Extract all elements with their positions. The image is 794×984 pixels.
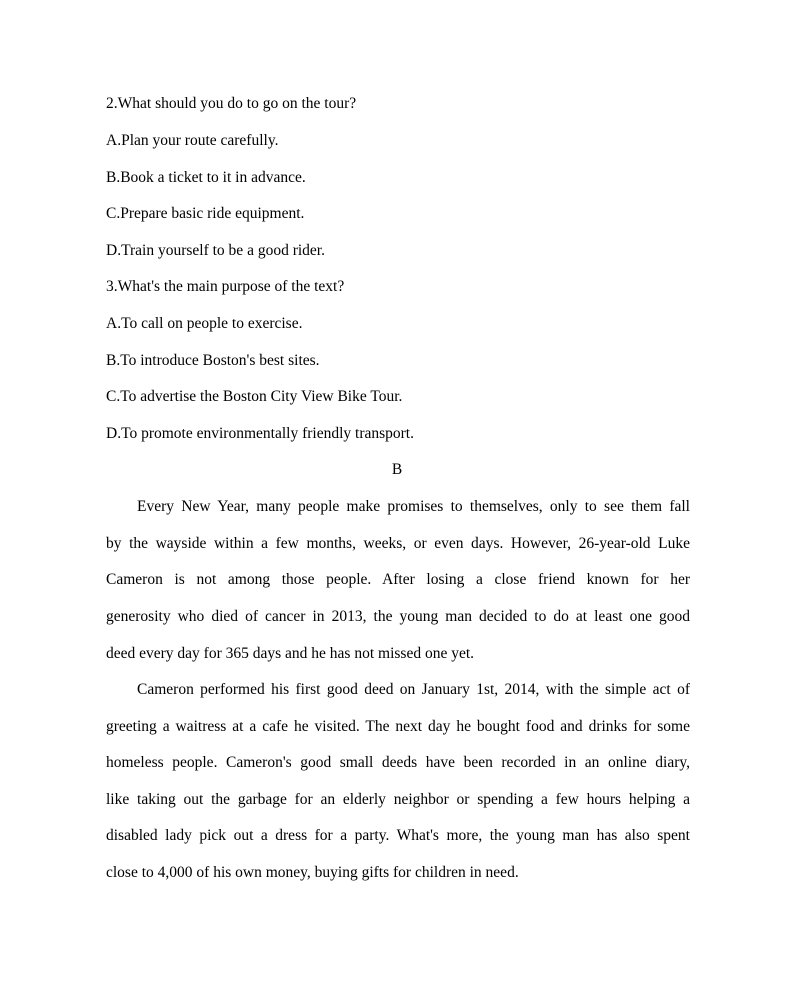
question-3-option-b: B.To introduce Boston's best sites. bbox=[106, 352, 320, 369]
question-2-option-b: B.Book a ticket to it in advance. bbox=[106, 169, 306, 186]
question-2-option-a: A.Plan your route carefully. bbox=[106, 132, 279, 149]
question-2-option-c: C.Prepare basic ride equipment. bbox=[106, 205, 305, 222]
question-3-option-c: C.To advertise the Boston City View Bike Tour. bbox=[106, 388, 403, 405]
question-3-option-a: A.To call on people to exercise. bbox=[106, 315, 303, 332]
question-3-option-d: D.To promote environmentally friendly transport. bbox=[106, 425, 414, 442]
section-heading: B bbox=[391, 461, 403, 478]
passage-line: deed every day for 365 days and he has not missed one yet. bbox=[106, 645, 475, 662]
passage-line: close to 4,000 of his own money, buying gifts for children in need. bbox=[106, 864, 519, 881]
question-3: 3.What's the main purpose of the text? bbox=[106, 278, 345, 295]
question-2: 2.What should you do to go on the tour? bbox=[106, 95, 357, 112]
passage-line: Cameron performed his first good deed on January 1st, 2014, with the simple act of bbox=[137, 681, 690, 698]
passage-line: Cameron is not among those people. After losing a close friend known for her bbox=[106, 571, 690, 588]
passage-line: generosity who died of cancer in 2013, the young man decided to do at least one good bbox=[106, 608, 690, 625]
passage-line: like taking out the garbage for an elderly neighbor or spending a few hours helping a bbox=[106, 791, 690, 808]
passage-line: Every New Year, many people make promises to themselves, only to see them fall bbox=[137, 498, 690, 515]
passage-line: by the wayside within a few months, weeks, or even days. However, 26-year-old Luke bbox=[106, 535, 690, 552]
passage-line: greeting a waitress at a cafe he visited. The next day he bought food and drinks for some bbox=[106, 718, 690, 735]
passage-line: disabled lady pick out a dress for a party. What's more, the young man has also spent bbox=[106, 827, 690, 844]
passage-line: homeless people. Cameron's good small deeds have been recorded in an online diary, bbox=[106, 754, 690, 771]
question-2-option-d: D.Train yourself to be a good rider. bbox=[106, 242, 325, 259]
